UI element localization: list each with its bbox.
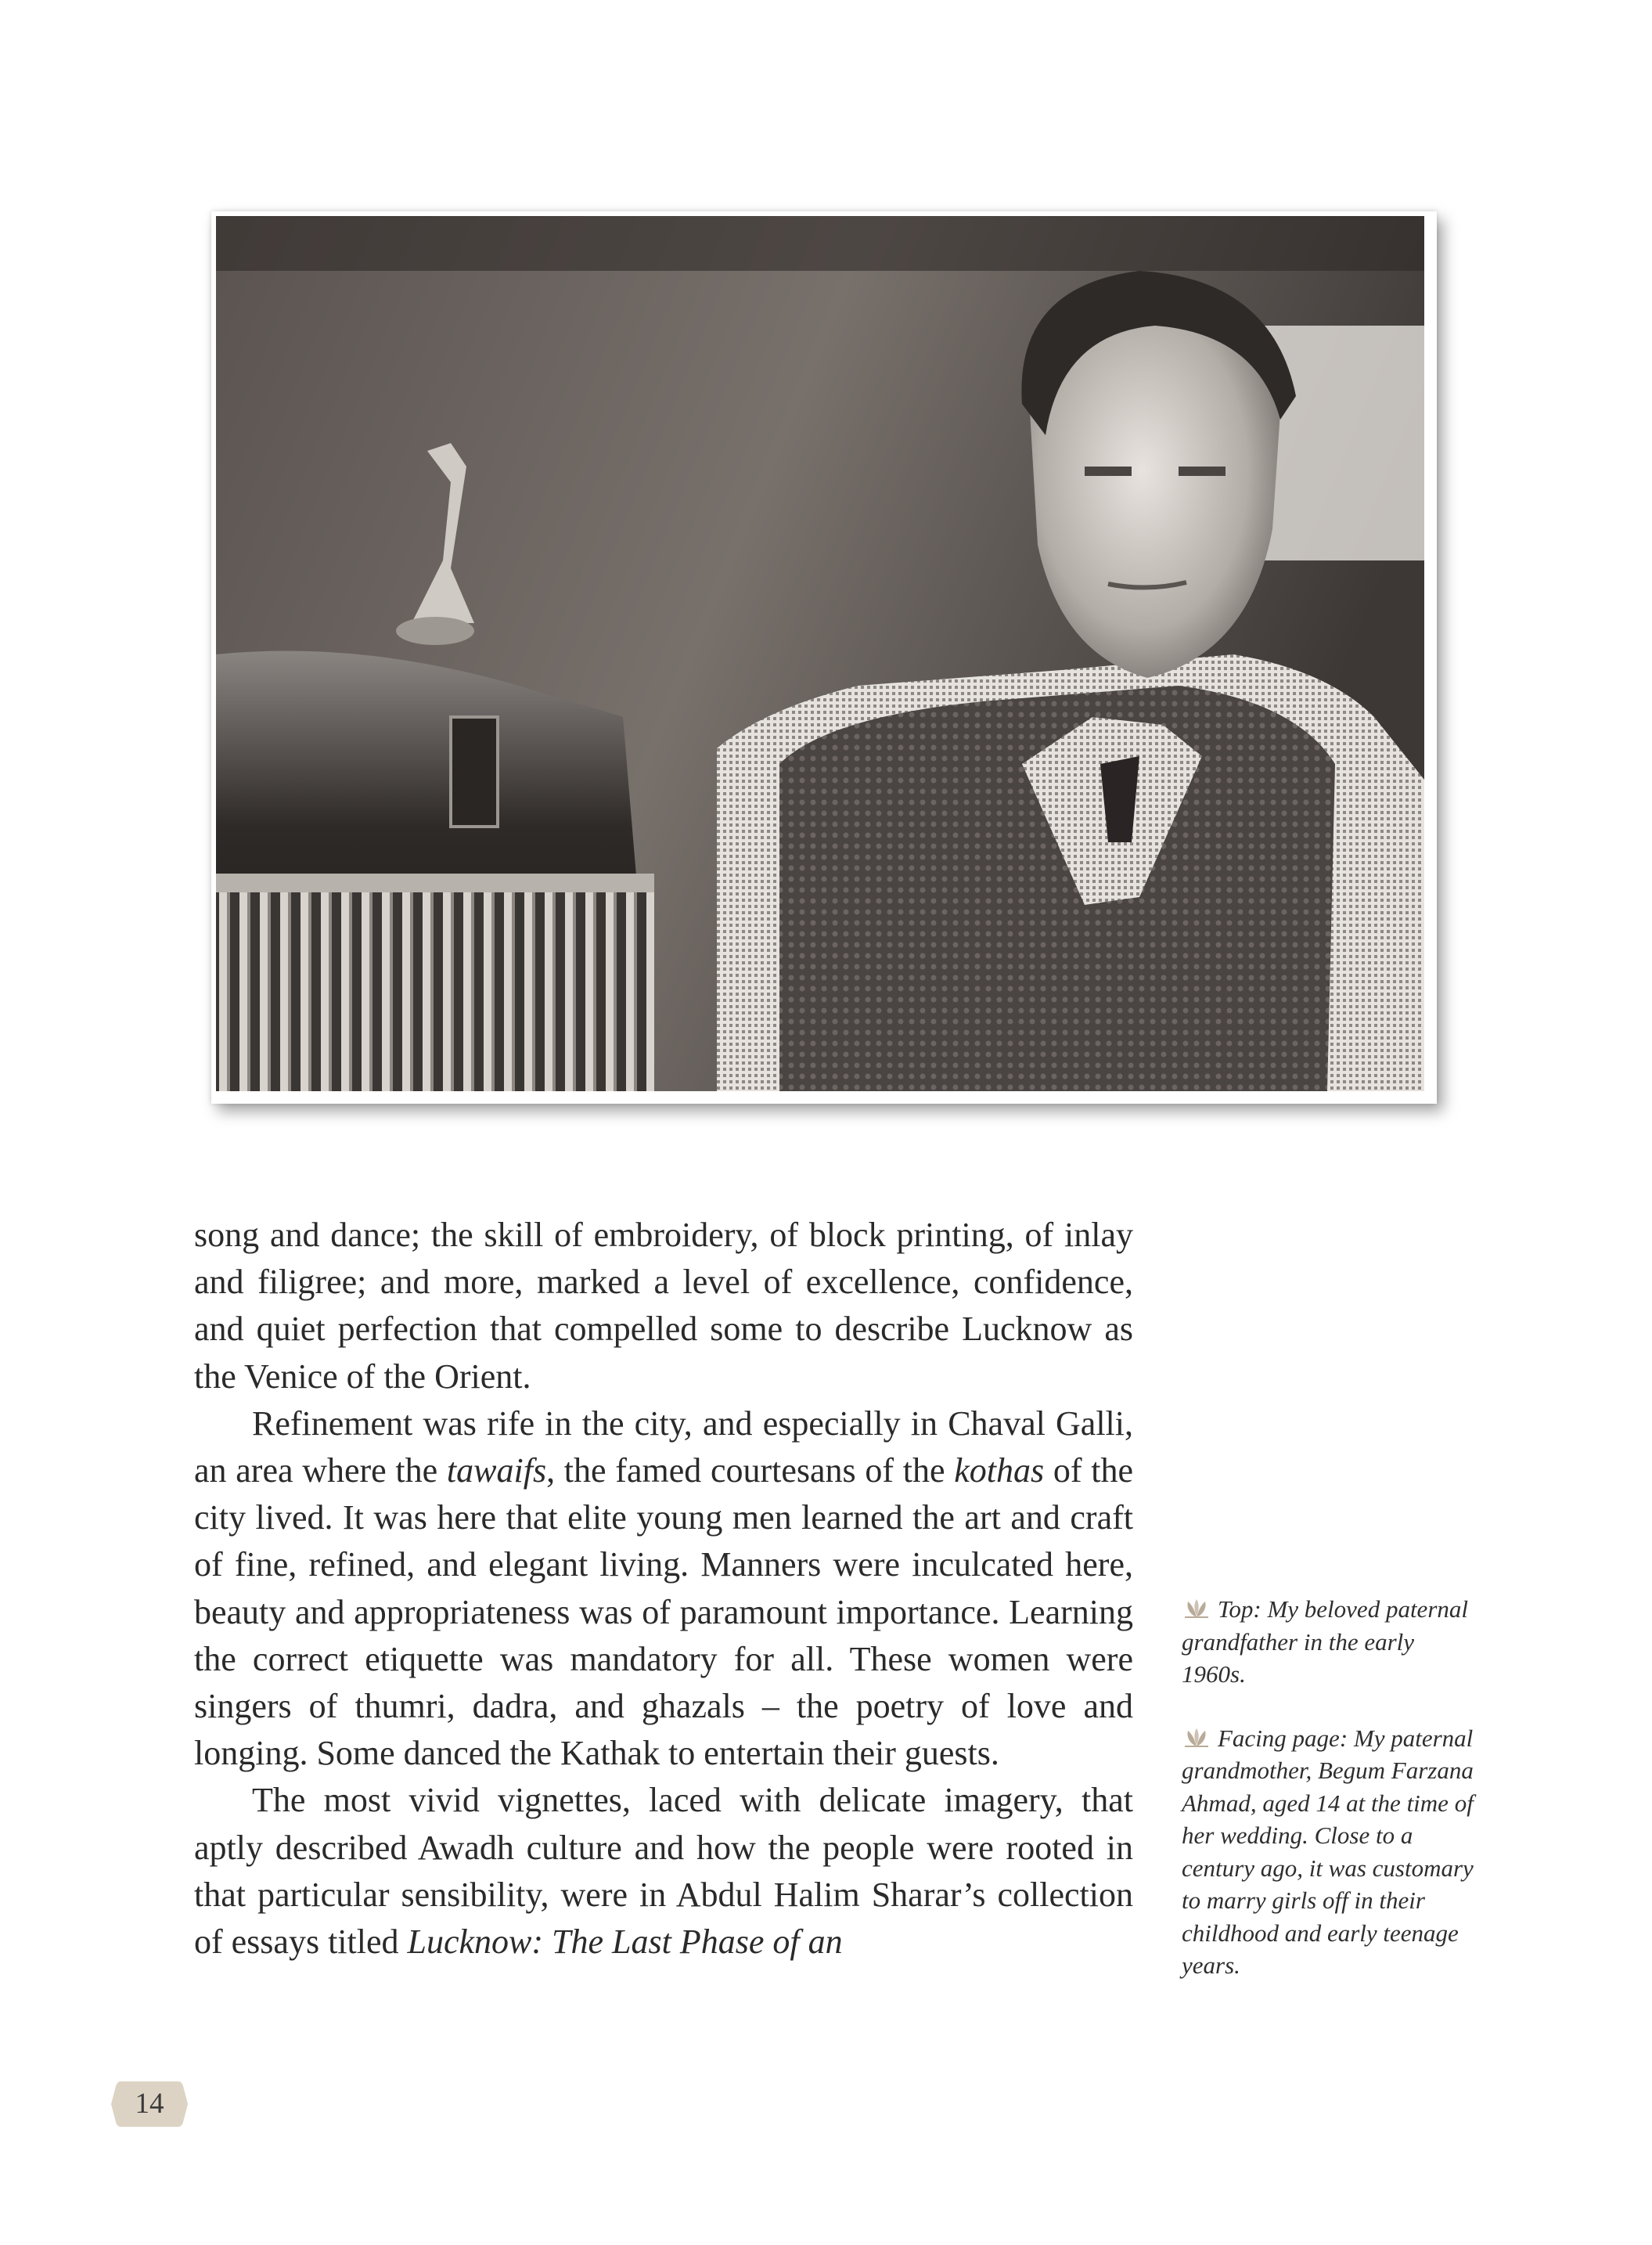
lotus-ornament-icon xyxy=(1182,1598,1211,1619)
paragraph-2-part-c: of the city lived. It was here that elite young men learned the art and craft of fine, refined, and elegant living. Manners were inculcated here, beauty and appropriateness was of paramount importance. Learning the correct etiquette was mandatory for all. These women were singers of thumri, dadra, and ghazals – the poetry of love and longing. Some danced the Kathak to entertain their guests. xyxy=(194,1451,1133,1773)
page-number: 14 xyxy=(135,2088,164,2120)
lotus-ornament-icon xyxy=(1182,1728,1211,1748)
grandfather-photo-image xyxy=(216,216,1424,1091)
paragraph-3-part-a: The most vivid vignettes, laced with delicate imagery, that aptly described Awadh culture and how the people were rooted in that particular sensibility, were in Abdul Halim Sharar’s collection of essays titled xyxy=(194,1781,1133,1962)
body-text xyxy=(194,1212,1133,1966)
photo-captions xyxy=(1182,1593,1479,2013)
paragraph-2 xyxy=(194,1400,1133,1778)
caption-top xyxy=(1182,1593,1479,1691)
grandfather-photo xyxy=(216,216,1424,1091)
paragraph-3 xyxy=(194,1777,1133,1966)
term-tawaifs: tawaifs xyxy=(446,1451,547,1490)
caption-top-text: Top: My beloved paternal grandfather in the early 1960s. xyxy=(1182,1595,1468,1688)
term-kothas: kothas xyxy=(954,1451,1045,1490)
caption-facing-page-text: Facing page: My paternal grandmother, Begum Farzana Ahmad, aged 14 at the time of her wedding. Close to a century ago, it was customary to marry girls off in their childhood and early teenage years. xyxy=(1182,1724,1474,1979)
book-title: Lucknow: The Last Phase of an xyxy=(407,1922,843,1962)
page-number-tab xyxy=(110,2078,189,2130)
paragraph-2-part-b: , the famed courtesans of the xyxy=(546,1451,955,1490)
paragraph-2-part-a: Refinement was rife in the city, and especially in Chaval Galli, an area where the xyxy=(194,1404,1133,1490)
paragraph-1: song and dance; the skill of embroidery, of block printing, of inlay and filigree; and more, marked a level of excellence, confidence, and quiet perfection that compelled some to describe Lucknow as the Venice of the Orient. xyxy=(194,1216,1133,1396)
photo-frame xyxy=(211,211,1437,1104)
caption-facing-page xyxy=(1182,1722,1479,1982)
